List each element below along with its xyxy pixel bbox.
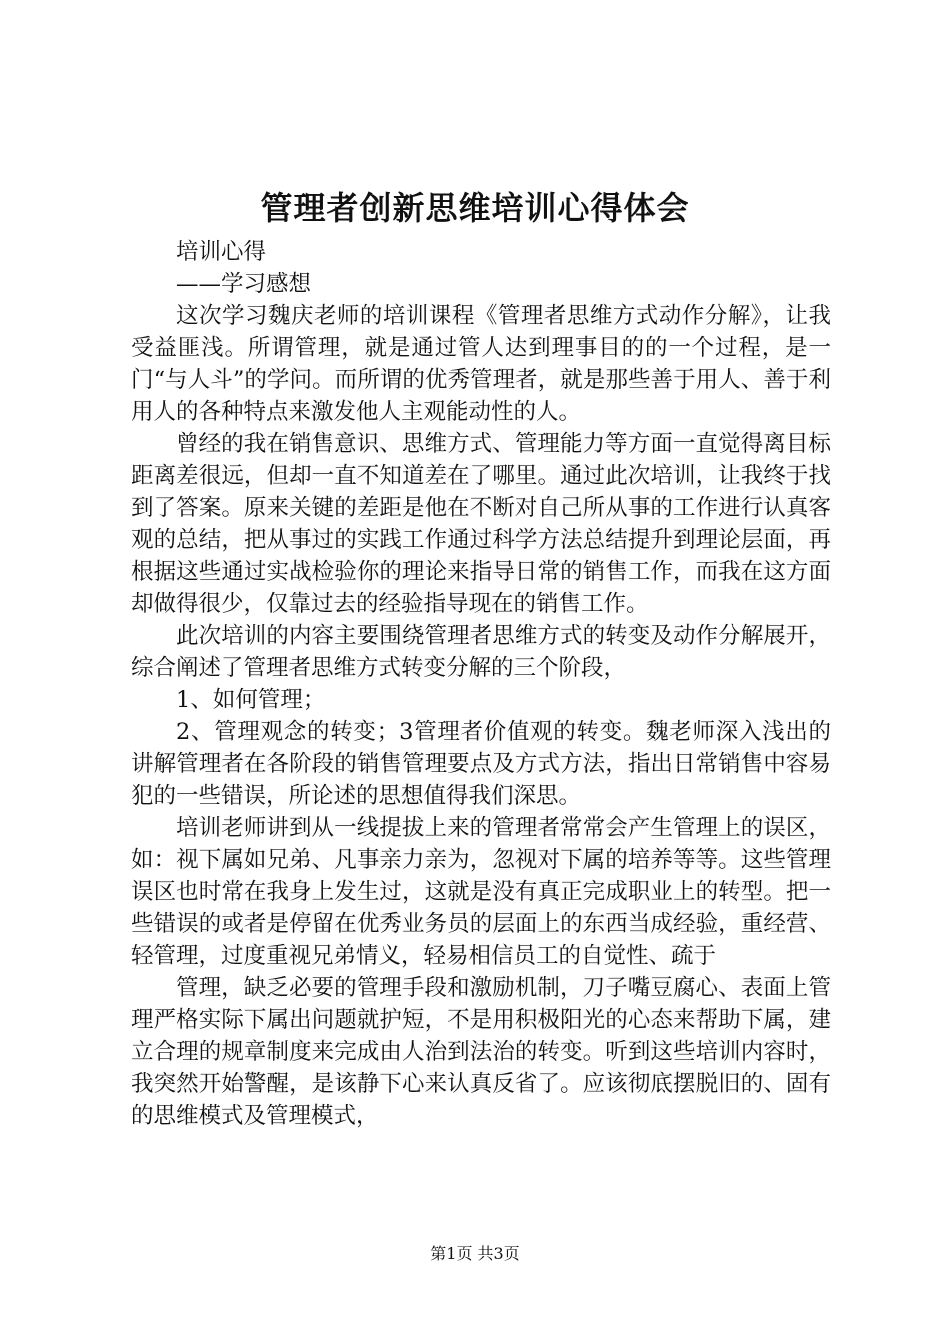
body-paragraph: 这次学习魏庆老师的培训课程《管理者思维方式动作分解》，让我受益匪浅。所谓管理，就是通过管人达到理事目的的一个过程，是一门“与人斗”的学问。而所谓的优秀管理者，就是那些善于用人、善于利用人的各种特点来激发他人主观能动性的人。 bbox=[131, 303, 831, 425]
subtitle-dash-line: ——学习感想 bbox=[176, 271, 312, 297]
subtitle-line: 培训心得 bbox=[176, 239, 267, 265]
body-paragraph: 曾经的我在销售意识、思维方式、管理能力等方面一直觉得离目标距离差很远，但却一直不知道差在了哪里。通过此次培训，让我终于找到了答案。原来关键的差距是他在不断对自己所从事的工作进行认真客观的总结，把从事过的实践工作通过科学方法总结提升到理论层面，再根据这些通过实战检验你的理论来指导日常的销售工作，而我在这方面却做得很少，仅靠过去的经验指导现在的销售工作。 bbox=[131, 431, 831, 617]
list-item: 2、管理观念的转变；3管理者价值观的转变。魏老师深入浅出的讲解管理者在各阶段的销售管理要点及方式方法，指出日常销售中容易犯的一些错误，所论述的思想值得我们深思。 bbox=[131, 719, 831, 809]
body-paragraph: 此次培训的内容主要围绕管理者思维方式的转变及动作分解展开，综合阐述了管理者思维方式转变分解的三个阶段， bbox=[131, 623, 831, 681]
body-paragraph: 管理，缺乏必要的管理手段和激励机制，刀子嘴豆腐心、表面上管理严格实际下属出问题就护短，不是用积极阳光的心态来帮助下属，建立合理的规章制度来完成由人治到法治的转变。听到这些培训内容时，我突然开始警醒，是该静下心来认真反省了。应该彻底摆脱旧的、固有的思维模式及管理模式， bbox=[131, 975, 831, 1129]
list-item: 1、如何管理； bbox=[176, 687, 326, 713]
document-title: 管理者创新思维培训心得体会 bbox=[260, 189, 690, 227]
page-number-footer: 第1页 共3页 bbox=[430, 1244, 520, 1263]
body-paragraph: 培训老师讲到从一线提拔上来的管理者常常会产生管理上的误区，如：视下属如兄弟、凡事亲力亲为，忽视对下属的培养等等。这些管理误区也时常在我身上发生过，这就是没有真正完成职业上的转型。把一些错误的或者是停留在优秀业务员的层面上的东西当成经验，重经营、轻管理，过度重视兄弟情义，轻易相信员工的自觉性、疏于 bbox=[131, 815, 831, 969]
document-body bbox=[131, 236, 831, 1132]
